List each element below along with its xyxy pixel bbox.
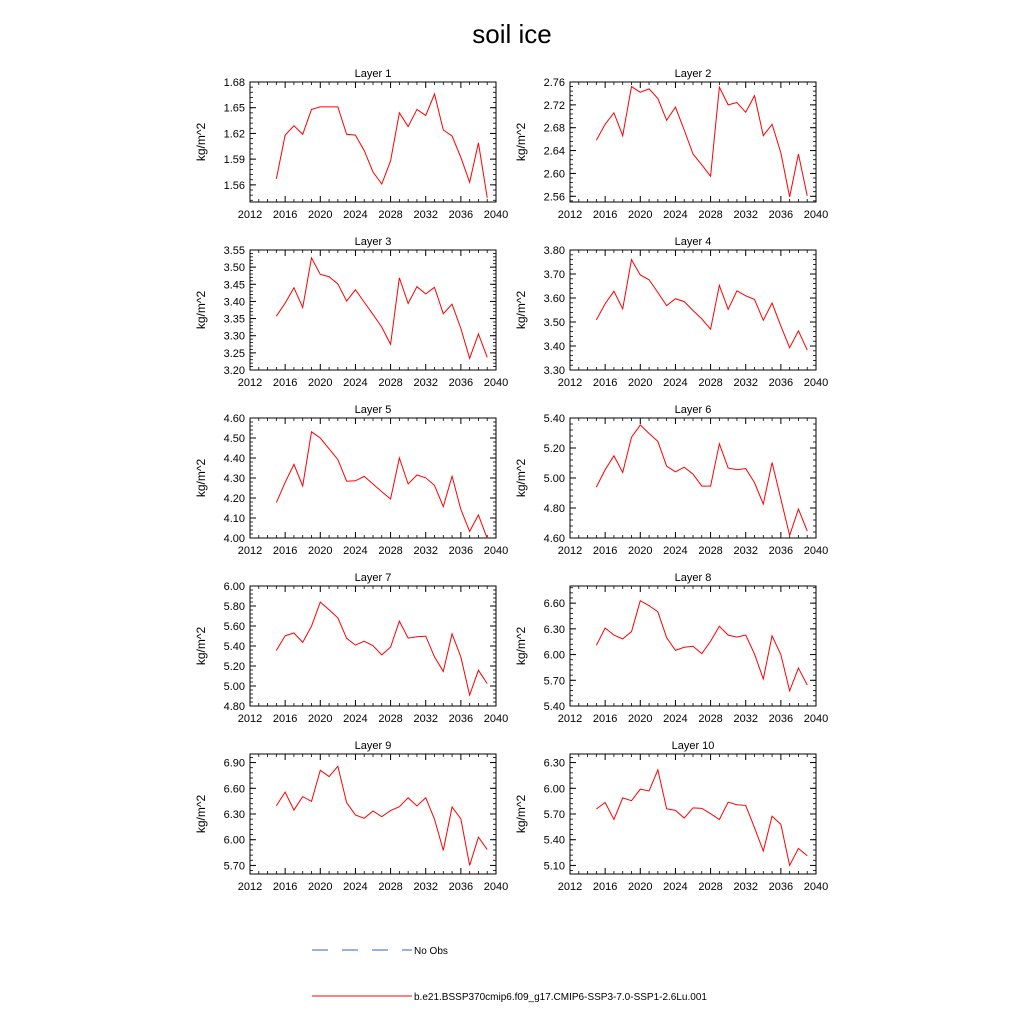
panel-title: Layer 5 (354, 404, 392, 416)
y-axis-label: kg/m^2 (194, 290, 208, 330)
y-tick-label: 5.60 (223, 621, 245, 633)
y-tick-label: 1.68 (223, 77, 245, 89)
x-tick-label: 2012 (237, 545, 263, 557)
x-tick-label: 2012 (557, 881, 583, 893)
y-tick-label: 2.64 (543, 145, 565, 158)
x-tick-label: 2040 (803, 881, 829, 893)
y-axis-label: kg/m^2 (194, 794, 208, 834)
x-tick-label: 2032 (733, 377, 758, 389)
x-tick-label: 2028 (698, 209, 723, 221)
x-tick-label: 2012 (237, 377, 263, 389)
y-axis-label: kg/m^2 (514, 290, 528, 330)
legend-model-label: b.e21.BSSP370cmip6.f09_g17.CMIP6-SSP3-7.0-SSP1-2.6Lu.001 (414, 992, 707, 1003)
y-tick-label: 6.60 (543, 598, 565, 611)
x-tick-label: 2040 (483, 377, 509, 389)
y-tick-label: 3.30 (543, 365, 565, 377)
x-tick-label: 2016 (272, 713, 298, 725)
y-tick-label: 3.40 (543, 341, 565, 353)
x-tick-label: 2040 (803, 713, 829, 725)
panel-title: Layer 10 (671, 740, 715, 752)
y-tick-label: 4.50 (223, 433, 245, 445)
y-tick-label: 4.10 (223, 513, 245, 525)
x-tick-label: 2036 (768, 713, 794, 725)
y-tick-label: 3.50 (223, 262, 245, 275)
panel-title: Layer 8 (674, 572, 712, 584)
x-tick-label: 2020 (308, 377, 333, 389)
x-tick-label: 2032 (733, 713, 758, 725)
panel-title: Layer 1 (354, 68, 392, 80)
y-tick-label: 3.25 (223, 347, 245, 360)
y-tick-label: 6.90 (223, 757, 245, 770)
y-tick-label: 3.80 (543, 245, 565, 257)
x-tick-label: 2028 (378, 881, 403, 893)
x-tick-label: 2012 (557, 377, 583, 389)
x-tick-label: 2020 (628, 377, 653, 389)
x-tick-label: 2028 (698, 377, 723, 389)
y-axis-label: kg/m^2 (514, 458, 528, 498)
y-tick-label: 5.70 (543, 809, 565, 821)
y-tick-label: 3.60 (543, 293, 565, 305)
x-tick-label: 2016 (592, 713, 618, 725)
y-tick-label: 4.80 (223, 701, 245, 713)
x-tick-label: 2036 (768, 209, 794, 221)
panel-title: Layer 6 (674, 404, 712, 416)
x-tick-label: 2024 (343, 209, 368, 221)
y-tick-label: 5.70 (223, 860, 245, 873)
y-tick-label: 2.60 (543, 168, 565, 181)
y-tick-label: 6.00 (543, 783, 565, 796)
y-tick-label: 4.60 (223, 413, 245, 425)
x-tick-label: 2028 (378, 545, 403, 557)
y-tick-label: 2.72 (543, 99, 565, 112)
x-tick-label: 2016 (592, 377, 618, 389)
x-tick-label: 2036 (768, 377, 794, 389)
x-tick-label: 2020 (628, 209, 653, 221)
x-tick-label: 2040 (483, 545, 509, 557)
x-tick-label: 2024 (343, 545, 368, 557)
y-tick-label: 6.30 (543, 623, 565, 636)
y-tick-label: 4.20 (223, 493, 245, 505)
y-tick-label: 2.76 (543, 77, 565, 89)
x-tick-label: 2020 (628, 713, 653, 725)
y-tick-label: 6.30 (543, 757, 565, 770)
y-tick-label: 3.55 (223, 245, 245, 257)
y-tick-label: 6.30 (223, 809, 245, 821)
y-tick-label: 3.45 (223, 279, 245, 292)
y-tick-label: 4.30 (223, 473, 245, 485)
x-tick-label: 2016 (592, 209, 618, 221)
y-tick-label: 1.62 (223, 128, 245, 141)
panel-title: Layer 7 (354, 572, 392, 584)
x-tick-label: 2024 (663, 377, 688, 389)
y-tick-label: 4.80 (543, 503, 565, 515)
x-tick-label: 2032 (733, 881, 758, 893)
y-tick-label: 3.20 (223, 365, 245, 377)
y-axis-label: kg/m^2 (194, 626, 208, 666)
y-tick-label: 3.40 (223, 296, 245, 309)
y-tick-label: 6.00 (223, 834, 245, 847)
y-tick-label: 5.20 (223, 661, 245, 673)
y-tick-label: 6.00 (543, 649, 565, 662)
x-tick-label: 2040 (803, 377, 829, 389)
y-tick-label: 5.10 (543, 860, 565, 873)
x-tick-label: 2020 (628, 545, 653, 557)
y-tick-label: 5.40 (543, 834, 565, 847)
x-tick-label: 2036 (768, 545, 794, 557)
y-tick-label: 3.30 (223, 330, 245, 343)
x-tick-label: 2016 (272, 209, 298, 221)
y-tick-label: 3.50 (543, 317, 565, 329)
x-tick-label: 2040 (483, 713, 509, 725)
y-tick-label: 4.60 (543, 533, 565, 545)
y-axis-label: kg/m^2 (514, 122, 528, 162)
figure-title: soil ice (472, 19, 552, 49)
x-tick-label: 2036 (448, 713, 474, 725)
x-tick-label: 2020 (308, 713, 333, 725)
x-tick-label: 2032 (733, 209, 758, 221)
x-tick-label: 2024 (663, 881, 688, 893)
x-tick-label: 2040 (483, 881, 509, 893)
x-tick-label: 2036 (448, 881, 474, 893)
x-tick-label: 2032 (413, 545, 438, 557)
x-tick-label: 2032 (413, 713, 438, 725)
x-tick-label: 2040 (803, 545, 829, 557)
y-tick-label: 1.59 (223, 154, 245, 167)
x-tick-label: 2012 (237, 881, 263, 893)
x-tick-label: 2040 (803, 209, 829, 221)
x-tick-label: 2024 (663, 209, 688, 221)
y-tick-label: 5.00 (543, 473, 565, 485)
x-tick-label: 2036 (448, 209, 474, 221)
x-tick-label: 2032 (413, 377, 438, 389)
panel-title: Layer 2 (674, 68, 712, 80)
x-tick-label: 2024 (343, 881, 368, 893)
x-tick-label: 2036 (448, 377, 474, 389)
x-tick-label: 2028 (698, 545, 723, 557)
x-tick-label: 2016 (272, 545, 298, 557)
x-tick-label: 2036 (768, 881, 794, 893)
y-tick-label: 1.65 (223, 102, 245, 115)
x-tick-label: 2028 (378, 377, 403, 389)
y-tick-label: 2.68 (543, 122, 565, 135)
x-tick-label: 2020 (308, 545, 333, 557)
y-tick-label: 5.00 (223, 681, 245, 693)
x-tick-label: 2012 (557, 209, 583, 221)
x-tick-label: 2016 (272, 881, 298, 893)
x-tick-label: 2012 (237, 713, 263, 725)
x-tick-label: 2020 (308, 881, 333, 893)
x-tick-label: 2028 (698, 881, 723, 893)
x-tick-label: 2032 (413, 881, 438, 893)
y-tick-label: 3.35 (223, 313, 245, 326)
x-tick-label: 2016 (272, 377, 298, 389)
y-tick-label: 5.80 (223, 601, 245, 613)
x-tick-label: 2024 (343, 377, 368, 389)
y-tick-label: 4.00 (223, 533, 245, 545)
panel-title: Layer 9 (354, 740, 392, 752)
x-tick-label: 2024 (663, 545, 688, 557)
y-axis-label: kg/m^2 (194, 122, 208, 162)
x-tick-label: 2012 (557, 545, 583, 557)
x-tick-label: 2028 (378, 209, 403, 221)
y-tick-label: 6.00 (223, 581, 245, 593)
y-tick-label: 5.20 (543, 443, 565, 455)
y-tick-label: 5.40 (223, 641, 245, 653)
x-tick-label: 2016 (592, 881, 618, 893)
x-tick-label: 2028 (698, 713, 723, 725)
x-tick-label: 2012 (557, 713, 583, 725)
x-tick-label: 2032 (733, 545, 758, 557)
x-tick-label: 2020 (308, 209, 333, 221)
y-tick-label: 5.40 (543, 413, 565, 425)
y-axis-label: kg/m^2 (194, 458, 208, 498)
y-tick-label: 5.40 (543, 701, 565, 713)
y-tick-label: 1.56 (223, 179, 245, 192)
panel-title: Layer 4 (674, 236, 712, 248)
x-tick-label: 2020 (628, 881, 653, 893)
x-tick-label: 2012 (237, 209, 263, 221)
panel-title: Layer 3 (354, 236, 392, 248)
y-tick-label: 5.70 (543, 675, 565, 688)
x-tick-label: 2032 (413, 209, 438, 221)
y-tick-label: 3.70 (543, 269, 565, 281)
x-tick-label: 2024 (663, 713, 688, 725)
x-tick-label: 2016 (592, 545, 618, 557)
y-axis-label: kg/m^2 (514, 794, 528, 834)
x-tick-label: 2024 (343, 713, 368, 725)
y-tick-label: 2.56 (543, 191, 565, 204)
y-tick-label: 4.40 (223, 453, 245, 465)
x-tick-label: 2028 (378, 713, 403, 725)
x-tick-label: 2040 (483, 209, 509, 221)
x-tick-label: 2036 (448, 545, 474, 557)
y-tick-label: 6.60 (223, 783, 245, 796)
y-axis-label: kg/m^2 (514, 626, 528, 666)
legend-obs-label: No Obs (414, 946, 448, 957)
